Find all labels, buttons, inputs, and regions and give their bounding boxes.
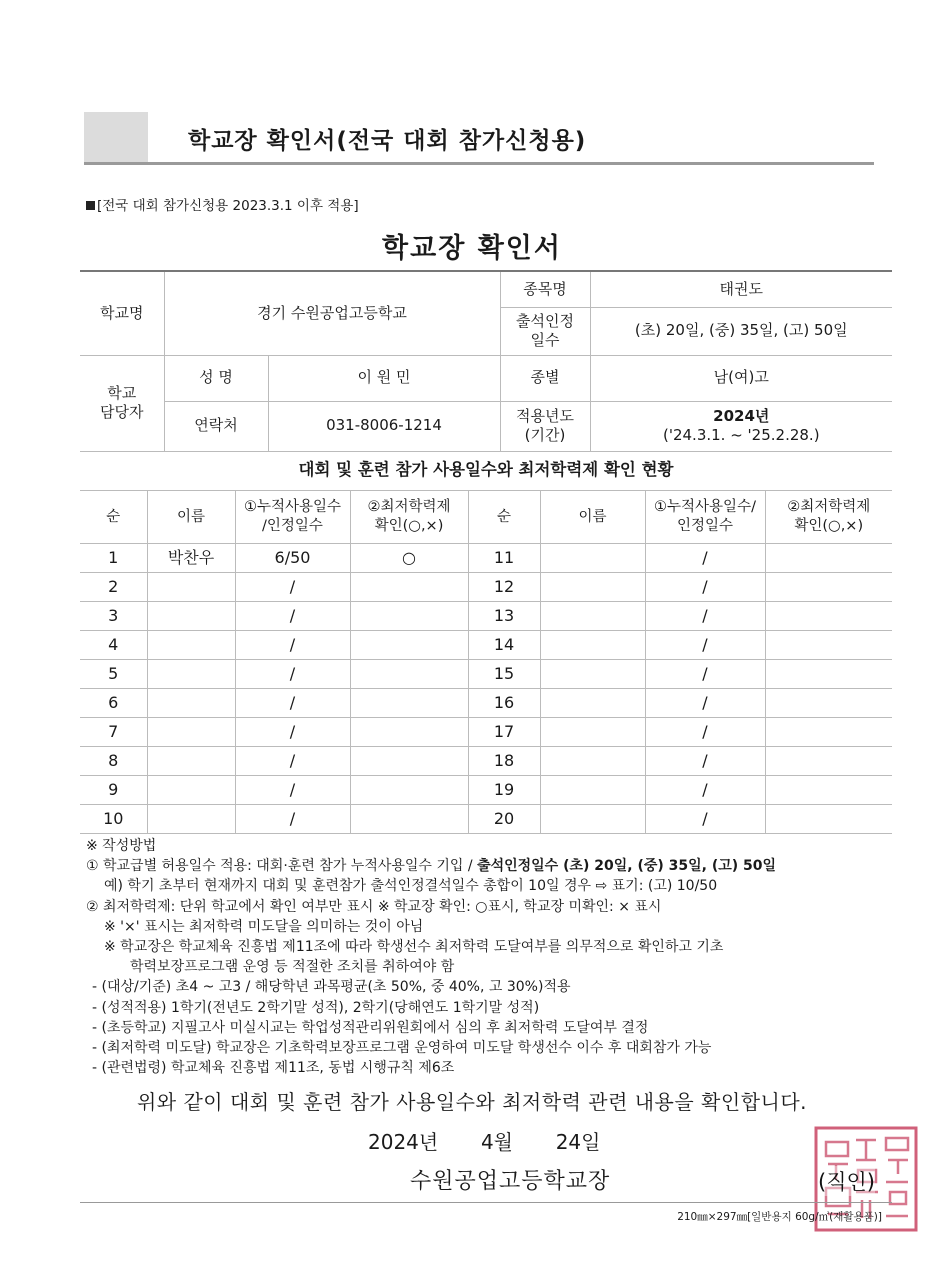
col-days-2: ①누적사용일수/ 인정일수 [645,491,765,544]
row-name [147,573,235,602]
row-name-2 [540,718,645,747]
row-days: / [235,747,350,776]
row-days-2: / [645,689,765,718]
method-heading: ※ 작성방법 [86,838,157,854]
col-name-2: 이름 [540,491,645,544]
table-row [80,689,892,718]
row-days: / [235,660,350,689]
table-row [80,776,892,805]
method-line-1: ① 학교급별 허용일수 적용: 대회·훈련 참가 누적사용일수 기입 / 출석인정일수 (초) 20일, (중) 35일, (고) 50일 [86,858,777,875]
row-no: 6 [80,689,147,718]
header-title: 학교장 확인서(전국 대회 참가신청용) [188,128,587,154]
type-label: 종별 [500,355,590,401]
row-no: 4 [80,631,147,660]
row-check-2 [765,776,892,805]
row-days-2: / [645,573,765,602]
event-label: 종목명 [500,271,590,307]
row-check-2 [765,573,892,602]
row-no: 8 [80,747,147,776]
row-check-2 [765,544,892,573]
col-no-2: 순 [468,491,540,544]
row-no: 2 [80,573,147,602]
manager-label: 학교 담당자 [80,355,164,451]
row-days: / [235,718,350,747]
date-month: 4월 [480,1130,513,1154]
table-row [80,544,892,573]
row-no: 10 [80,805,147,834]
row-no-2: 16 [468,689,540,718]
row-name [147,718,235,747]
row-no: 3 [80,602,147,631]
row-days-2: / [645,544,765,573]
row-name-2 [540,776,645,805]
header-bar [84,112,874,164]
row-name [147,776,235,805]
row-no-2: 12 [468,573,540,602]
row-check [350,805,468,834]
row-name [147,660,235,689]
row-days: / [235,689,350,718]
col-no: 순 [80,491,147,544]
row-no: 5 [80,660,147,689]
row-days-2: / [645,631,765,660]
table-row [80,573,892,602]
attend-value: (초) 20일, (중) 35일, (고) 50일 [590,307,892,355]
instructions [86,836,906,1078]
method-line-11: - (관련법령) 학교체육 진흥법 제11조, 동법 시행규칙 제6조 [92,1060,455,1077]
method-line-5: ※ 학교장은 학교체육 진흥법 제11조에 따라 학생선수 최저학력 도달여부를 의무적으로 확인하고 기초 [104,939,724,956]
row-check-2 [765,631,892,660]
row-name-2 [540,660,645,689]
row-no-2: 17 [468,718,540,747]
row-no-2: 19 [468,776,540,805]
row-check-2 [765,718,892,747]
date-year: 2024년 [368,1130,439,1154]
row-days: / [235,573,350,602]
row-check [350,631,468,660]
row-name [147,689,235,718]
bullet-square-icon [86,201,95,210]
row-name-2 [540,544,645,573]
row-check-2 [765,660,892,689]
name-label: 성 명 [164,355,268,401]
row-no-2: 14 [468,631,540,660]
row-check-2 [765,747,892,776]
row-name: 박찬우 [147,544,235,573]
method-line-3: ② 최저학력제: 단위 학교에서 확인 여부만 표시 ※ 학교장 확인: ○표시, 학교장 미확인: × 표시 [86,898,662,915]
row-days: / [235,602,350,631]
info-table [80,270,892,452]
row-no-2: 13 [468,602,540,631]
row-check-2 [765,602,892,631]
contact-value: 031-8006-1214 [268,401,500,451]
note-text: [전국 대회 참가신청용 2023.3.1 이후 적용] [97,198,359,214]
header-accent-block [84,112,148,164]
col-check: ②최저학력제 확인(○,×) [350,491,468,544]
row-days-2: / [645,660,765,689]
row-days: / [235,631,350,660]
row-days: / [235,805,350,834]
table-row [80,631,892,660]
bottom-divider [80,1202,892,1203]
row-days: / [235,776,350,805]
date-day: 24일 [555,1130,601,1154]
row-check [350,602,468,631]
status-table [80,490,892,834]
table-row [80,747,892,776]
school-head: 수원공업고등학교장 [410,1169,611,1194]
attend-label: 출석인정 일수 [500,307,590,355]
row-days-2: / [645,718,765,747]
col-check-2: ②최저학력제 확인(○,×) [765,491,892,544]
method-line-9: - (초등학교) 지필고사 미실시교는 학업성적관리위원회에서 심의 후 최저학력 도달여부 결정 [92,1019,649,1036]
row-name-2 [540,747,645,776]
row-check [350,776,468,805]
row-days-2: / [645,776,765,805]
method-line-10: - (최저학력 미도달) 학교장은 기초학력보장프로그램 운영하여 미도달 학생선수 이수 후 대회참가 가능 [92,1040,712,1057]
row-no: 1 [80,544,147,573]
contact-label: 연락처 [164,401,268,451]
row-name-2 [540,602,645,631]
applicability-note [86,194,359,214]
row-name-2 [540,573,645,602]
row-no-2: 18 [468,747,540,776]
row-name [147,602,235,631]
status-title: 대회 및 훈련 참가 사용일수와 최저학력제 확인 현황 [298,460,674,479]
row-no: 9 [80,776,147,805]
row-no-2: 20 [468,805,540,834]
table-row [80,718,892,747]
row-check-2 [765,689,892,718]
row-check: ○ [350,544,468,573]
row-days-2: / [645,805,765,834]
method-line-2: 예) 학기 초부터 현재까지 대회 및 훈련참가 출석인정결석일수 총합이 10일 경우 ⇨ 표기: (고) 10/50 [104,878,718,895]
row-name-2 [540,631,645,660]
confirmation-text: 위와 같이 대회 및 훈련 참가 사용일수와 최저학력 관련 내용을 확인합니다. [136,1090,808,1114]
row-days-2: / [645,602,765,631]
method-line-7: - (대상/기준) 초4 ~ 고3 / 해당학년 과목평균(초 50%, 중 40%, 고 30%)적용 [92,979,571,996]
issue-date [368,1126,600,1155]
row-no-2: 11 [468,544,540,573]
row-days: 6/50 [235,544,350,573]
row-name-2 [540,805,645,834]
event-value: 태권도 [590,271,892,307]
row-check-2 [765,805,892,834]
school-label: 학교명 [80,271,164,355]
row-name-2 [540,689,645,718]
row-name [147,631,235,660]
row-name [147,747,235,776]
method-line-4: ※ '×' 표시는 최저학력 미도달을 의미하는 것이 아님 [104,918,424,935]
method-line-8: - (성적적용) 1학기(전년도 2학기말 성적), 2학기(당해연도 1학기말 성적) [92,999,540,1016]
header-underline [84,162,874,165]
row-check [350,747,468,776]
method-line-6: 학력보장프로그램 운영 등 적절한 조치를 취하여야 함 [130,959,455,976]
school-value: 경기 수원공업고등학교 [164,271,500,355]
col-name: 이름 [147,491,235,544]
paper-footnote: 210㎜×297㎜[일반용지 60g/㎡(재활용품)] [677,1211,882,1223]
row-check [350,718,468,747]
type-value: 남(여)고 [590,355,892,401]
row-no: 7 [80,718,147,747]
document-title: 학교장 확인서 [382,233,562,264]
year-value: 2024년 ('24.3.1. ~ '25.2.28.) [590,401,892,451]
row-check [350,689,468,718]
row-check [350,573,468,602]
row-no-2: 15 [468,660,540,689]
col-days: ①누적사용일수 /인정일수 [235,491,350,544]
name-value: 이 원 민 [268,355,500,401]
row-days-2: / [645,747,765,776]
row-check [350,660,468,689]
row-name [147,805,235,834]
table-row [80,660,892,689]
seal-label: (직인) [818,1166,875,1196]
table-row [80,805,892,834]
year-label: 적용년도 (기간) [500,401,590,451]
table-row [80,602,892,631]
table-header-row [80,491,892,544]
